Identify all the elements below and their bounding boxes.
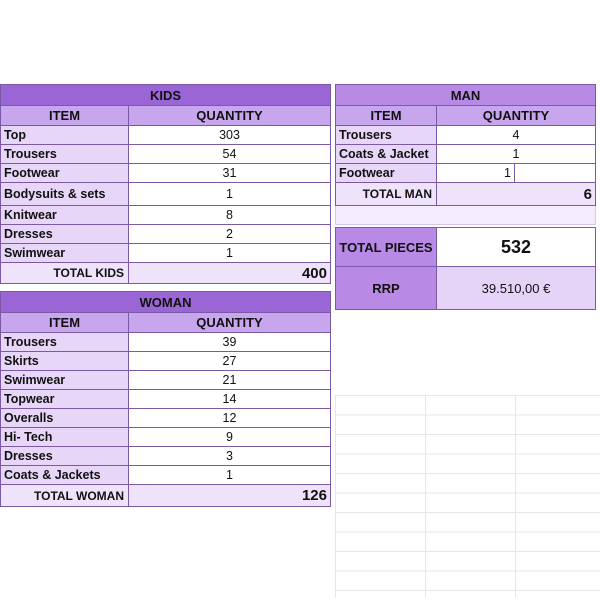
rrp-value[interactable]: 39.510,00 € <box>437 267 596 310</box>
woman-header-row <box>1 313 331 333</box>
table-row <box>1 447 331 466</box>
qty-cell[interactable]: 4 <box>437 126 596 145</box>
qty-cell[interactable]: 12 <box>129 409 331 428</box>
total-pieces-value[interactable]: 532 <box>437 228 596 267</box>
kids-table <box>0 84 331 284</box>
kids-total-row <box>1 263 331 284</box>
rrp-row <box>336 267 596 310</box>
table-row <box>1 409 331 428</box>
item-cell[interactable]: Dresses <box>1 447 129 466</box>
woman-header-item: ITEM <box>1 313 129 333</box>
table-row <box>1 428 331 447</box>
total-pieces-label: TOTAL PIECES <box>336 228 437 267</box>
kids-title: KIDS <box>1 85 331 106</box>
empty-grid <box>335 395 600 598</box>
table-row <box>1 333 331 352</box>
man-header-item: ITEM <box>336 106 437 126</box>
man-total-value[interactable]: 6 <box>437 183 596 206</box>
blank-cell[interactable] <box>515 164 596 183</box>
total-pieces-row <box>336 228 596 267</box>
item-cell[interactable]: Coats & Jacket <box>336 145 437 164</box>
summary-table <box>335 227 596 310</box>
item-cell[interactable]: Bodysuits & sets <box>1 183 129 206</box>
kids-header-row <box>1 106 331 126</box>
woman-title-row <box>1 292 331 313</box>
item-cell[interactable]: Trousers <box>1 333 129 352</box>
item-cell[interactable]: Swimwear <box>1 244 129 263</box>
item-cell[interactable]: Coats & Jackets <box>1 466 129 485</box>
item-cell[interactable]: Footwear <box>336 164 437 183</box>
man-total-row <box>336 183 596 206</box>
item-cell[interactable]: Knitwear <box>1 206 129 225</box>
table-row <box>1 371 331 390</box>
item-cell[interactable]: Footwear <box>1 164 129 183</box>
item-cell[interactable]: Top <box>1 126 129 145</box>
qty-cell[interactable]: 31 <box>129 164 331 183</box>
kids-total-value[interactable]: 400 <box>129 263 331 284</box>
table-row <box>336 126 596 145</box>
woman-total-value[interactable]: 126 <box>129 485 331 507</box>
item-cell[interactable]: Trousers <box>336 126 437 145</box>
item-cell[interactable]: Topwear <box>1 390 129 409</box>
woman-table <box>0 291 331 507</box>
table-row <box>1 145 331 164</box>
spacer-row <box>336 206 596 225</box>
man-table <box>335 84 596 225</box>
kids-header-qty: QUANTITY <box>129 106 331 126</box>
qty-cell[interactable]: 9 <box>129 428 331 447</box>
qty-cell[interactable]: 27 <box>129 352 331 371</box>
qty-cell[interactable]: 1 <box>129 466 331 485</box>
qty-cell[interactable]: 1 <box>129 244 331 263</box>
table-row <box>1 244 331 263</box>
rrp-label: RRP <box>336 267 437 310</box>
item-cell[interactable]: Skirts <box>1 352 129 371</box>
table-row <box>336 164 596 183</box>
man-header-row <box>336 106 596 126</box>
table-row <box>1 466 331 485</box>
item-cell[interactable]: Hi- Tech <box>1 428 129 447</box>
item-cell[interactable]: Overalls <box>1 409 129 428</box>
woman-title: WOMAN <box>1 292 331 313</box>
item-cell[interactable]: Dresses <box>1 225 129 244</box>
kids-title-row <box>1 85 331 106</box>
woman-header-qty: QUANTITY <box>129 313 331 333</box>
table-row <box>336 145 596 164</box>
qty-cell[interactable]: 3 <box>129 447 331 466</box>
qty-cell[interactable]: 21 <box>129 371 331 390</box>
table-row <box>1 206 331 225</box>
woman-total-row <box>1 485 331 507</box>
spreadsheet <box>0 84 600 514</box>
qty-cell[interactable]: 8 <box>129 206 331 225</box>
item-cell[interactable]: Trousers <box>1 145 129 164</box>
table-row <box>1 183 331 206</box>
qty-cell[interactable]: 1 <box>129 183 331 206</box>
kids-header-item: ITEM <box>1 106 129 126</box>
kids-total-label: TOTAL KIDS <box>1 263 129 284</box>
man-total-label: TOTAL MAN <box>336 183 437 206</box>
table-row <box>1 352 331 371</box>
qty-cell[interactable]: 2 <box>129 225 331 244</box>
qty-cell[interactable]: 54 <box>129 145 331 164</box>
qty-cell[interactable]: 303 <box>129 126 331 145</box>
woman-total-label: TOTAL WOMAN <box>1 485 129 507</box>
qty-cell[interactable]: 1 <box>437 145 596 164</box>
table-row <box>1 126 331 145</box>
qty-cell[interactable]: 14 <box>129 390 331 409</box>
qty-cell[interactable]: 1 <box>437 164 515 183</box>
qty-cell[interactable]: 39 <box>129 333 331 352</box>
spacer-cell <box>336 206 596 225</box>
item-cell[interactable]: Swimwear <box>1 371 129 390</box>
table-row <box>1 225 331 244</box>
man-header-qty: QUANTITY <box>437 106 596 126</box>
table-row <box>1 390 331 409</box>
table-row <box>1 164 331 183</box>
man-title-row <box>336 85 596 106</box>
man-title: MAN <box>336 85 596 106</box>
